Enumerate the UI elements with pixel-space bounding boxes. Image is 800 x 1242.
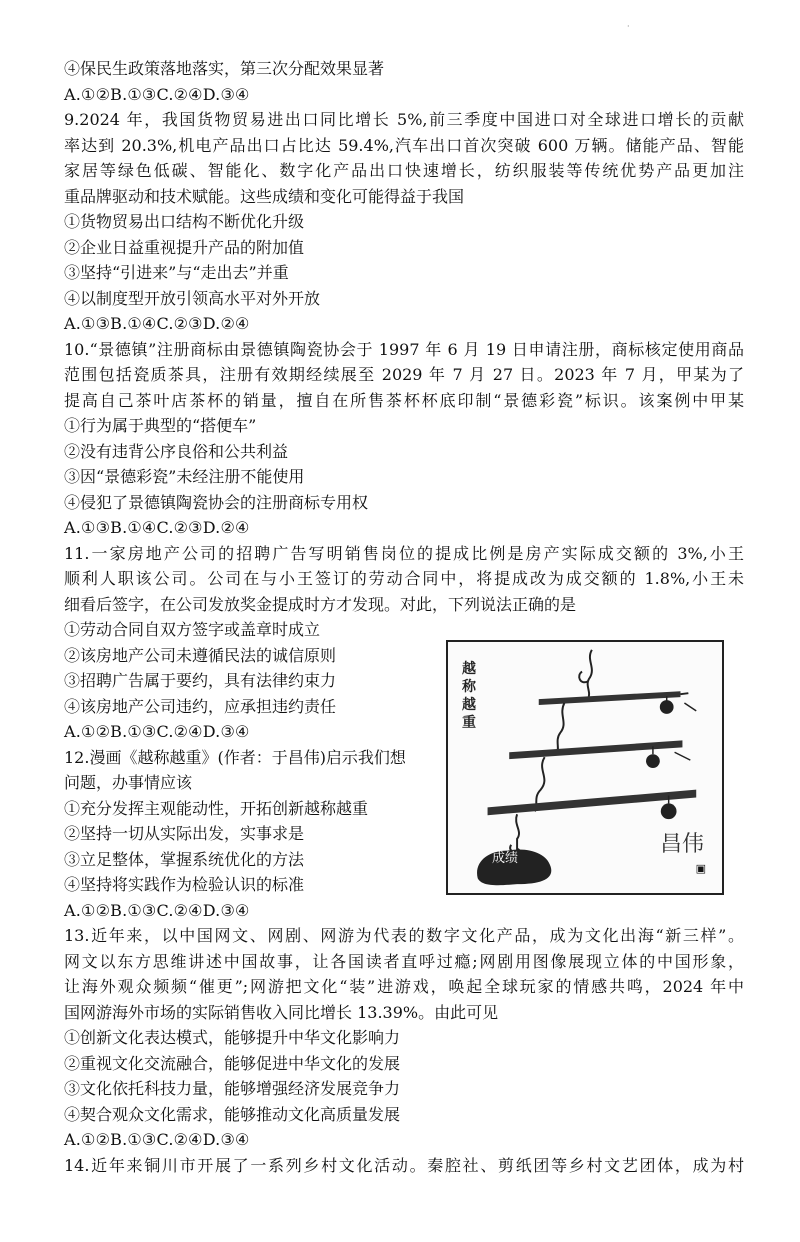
q11-stem-line1: 11.一家房地产公司的招聘广告写明销售岗位的提成比例是房产实际成交额的 3%,小王	[64, 544, 744, 563]
cartoon-figure	[446, 640, 724, 895]
q8-answer-choices: A.①②B.①③C.②④D.③④	[64, 85, 250, 104]
q13-answer-choices: A.①②B.①③C.②④D.③④	[64, 1130, 250, 1149]
q10-stem-line3: 提高自己茶叶店茶杯的销量，擅自在所售茶杯杯底印制“景德彩瓷”标识。该案例中甲某	[64, 391, 744, 410]
cartoon-title-char: 越	[462, 697, 476, 713]
q10-option-2: ②没有违背公序良俗和公共利益	[64, 442, 289, 461]
q12-stem-line1: 12.漫画《越称越重》(作者：于昌伟)启示我们想	[64, 748, 406, 767]
q11-option-4: ④该房地产公司违约，应承担违约责任	[64, 697, 337, 716]
q11-option-2: ②该房地产公司未遵循民法的诚信原则	[64, 646, 337, 665]
q13-option-4: ④契合观众文化需求，能够推动文化高质量发展	[64, 1105, 401, 1124]
q9-answer-choices: A.①③B.①④C.②③D.②④	[64, 314, 250, 333]
q13-option-2: ②重视文化交流融合，能够促进中华文化的发展	[64, 1054, 401, 1073]
q13-stem-line2: 网文以东方思维讲述中国故事，让各国读者直呼过瘾;网剧用图像展现立体的中国形象，	[64, 952, 744, 971]
q9-stem-line2: 率达到 20.3%,机电产品出口占比达 59.4%,汽车出口首次突破 600 万辆。储能产品、智能	[64, 136, 744, 155]
q12-option-1: ①充分发挥主观能动性，开拓创新越称越重	[64, 799, 369, 818]
q11-option-3: ③招聘广告属于要约，具有法律约束力	[64, 671, 337, 690]
cartoon-signature: 昌伟	[659, 832, 704, 857]
cartoon-title	[462, 660, 478, 732]
q10-stem-line1: 10.“景德镇”注册商标由景德镇陶瓷协会于 1997 年 6 月 19 日申请注册，商标核定使用商品	[64, 340, 744, 359]
scan-speck: ·	[627, 22, 630, 31]
q12-option-2: ②坚持一切从实际出发，实事求是	[64, 824, 305, 843]
q10-stem-line2: 范围包括瓷质茶具，注册有效期经续展至 2029 年 7 月 27 日。2023 年 7 月，甲某为了	[64, 365, 744, 384]
q9-stem-line3: 家居等绿色低碳、智能化、数字化产品出口快速增长，纺织服装等传统优势产品更加注	[64, 161, 744, 180]
q11-stem-line3: 细看后签字，在公司发放奖金提成时方才发现。对此，下列说法正确的是	[64, 595, 577, 614]
q14-stem-line1: 14.近年来铜川市开展了一系列乡村文化活动。秦腔社、剪纸团等乡村文艺团体，成为村	[64, 1156, 744, 1175]
cartoon-rock-label: 成绩	[492, 851, 519, 866]
q13-stem-line4: 国网游海外市场的实际销售收入同比增长 13.39%。由此可见	[64, 1003, 499, 1022]
q10-option-3: ③因“景德彩瓷”未经注册不能使用	[64, 467, 305, 486]
q10-option-1: ①行为属于典型的“搭便车”	[64, 416, 257, 435]
cartoon-title-char: 称	[462, 679, 476, 695]
cartoon-title-char: 越	[462, 661, 476, 677]
q13-stem-line1: 13.近年来，以中国网文、网剧、网游为代表的数字文化产品，成为文化出海“新三样”。	[64, 926, 744, 945]
q12-option-4: ④坚持将实践作为检验认识的标准	[64, 875, 305, 894]
q8-option-4: ④保民生政策落地落实，第三次分配效果显著	[64, 59, 385, 78]
q9-stem-line4: 重品牌驱动和技术赋能。这些成绩和变化可能得益于我国	[64, 187, 465, 206]
q10-option-4: ④侵犯了景德镇陶瓷协会的注册商标专用权	[64, 493, 369, 512]
q12-answer-choices: A.①②B.①③C.②④D.③④	[64, 901, 250, 920]
q9-option-4: ④以制度型开放引领高水平对外开放	[64, 289, 321, 308]
q12-option-3: ③立足整体，掌握系统优化的方法	[64, 850, 305, 869]
q13-option-3: ③文化依托科技力量，能够增强经济发展竞争力	[64, 1079, 401, 1098]
q11-option-1: ①劳动合同自双方签字或盖章时成立	[64, 620, 321, 639]
q9-option-2: ②企业日益重视提升产品的附加值	[64, 238, 305, 257]
q12-stem-line2: 问题，办事情应该	[64, 773, 193, 792]
q9-option-1: ①货物贸易出口结构不断优化升级	[64, 212, 305, 231]
q9-stem-line1: 9.2024 年，我国货物贸易进出口同比增长 5%,前三季度中国进口对全球进口增长的贡献	[64, 110, 744, 129]
q9-option-3: ③坚持“引进来”与“走出去”并重	[64, 263, 289, 282]
cartoon-title-char: 重	[462, 715, 476, 731]
q11-stem-line2: 顺利人职该公司。公司在与小王签订的劳动合同中，将提成改为成交额的 1.8%,小王未	[64, 569, 744, 588]
q13-stem-line3: 让海外观众频频“催更”;网游把文化“装”进游戏，唤起全球玩家的情感共鸣，2024 年中	[64, 977, 744, 996]
q11-answer-choices: A.①②B.①③C.②④D.③④	[64, 722, 250, 741]
q10-answer-choices: A.①③B.①④C.②③D.②④	[64, 518, 250, 537]
cartoon-seal-icon: ▣	[695, 862, 706, 875]
q13-option-1: ①创新文化表达模式，能够提升中华文化影响力	[64, 1028, 401, 1047]
